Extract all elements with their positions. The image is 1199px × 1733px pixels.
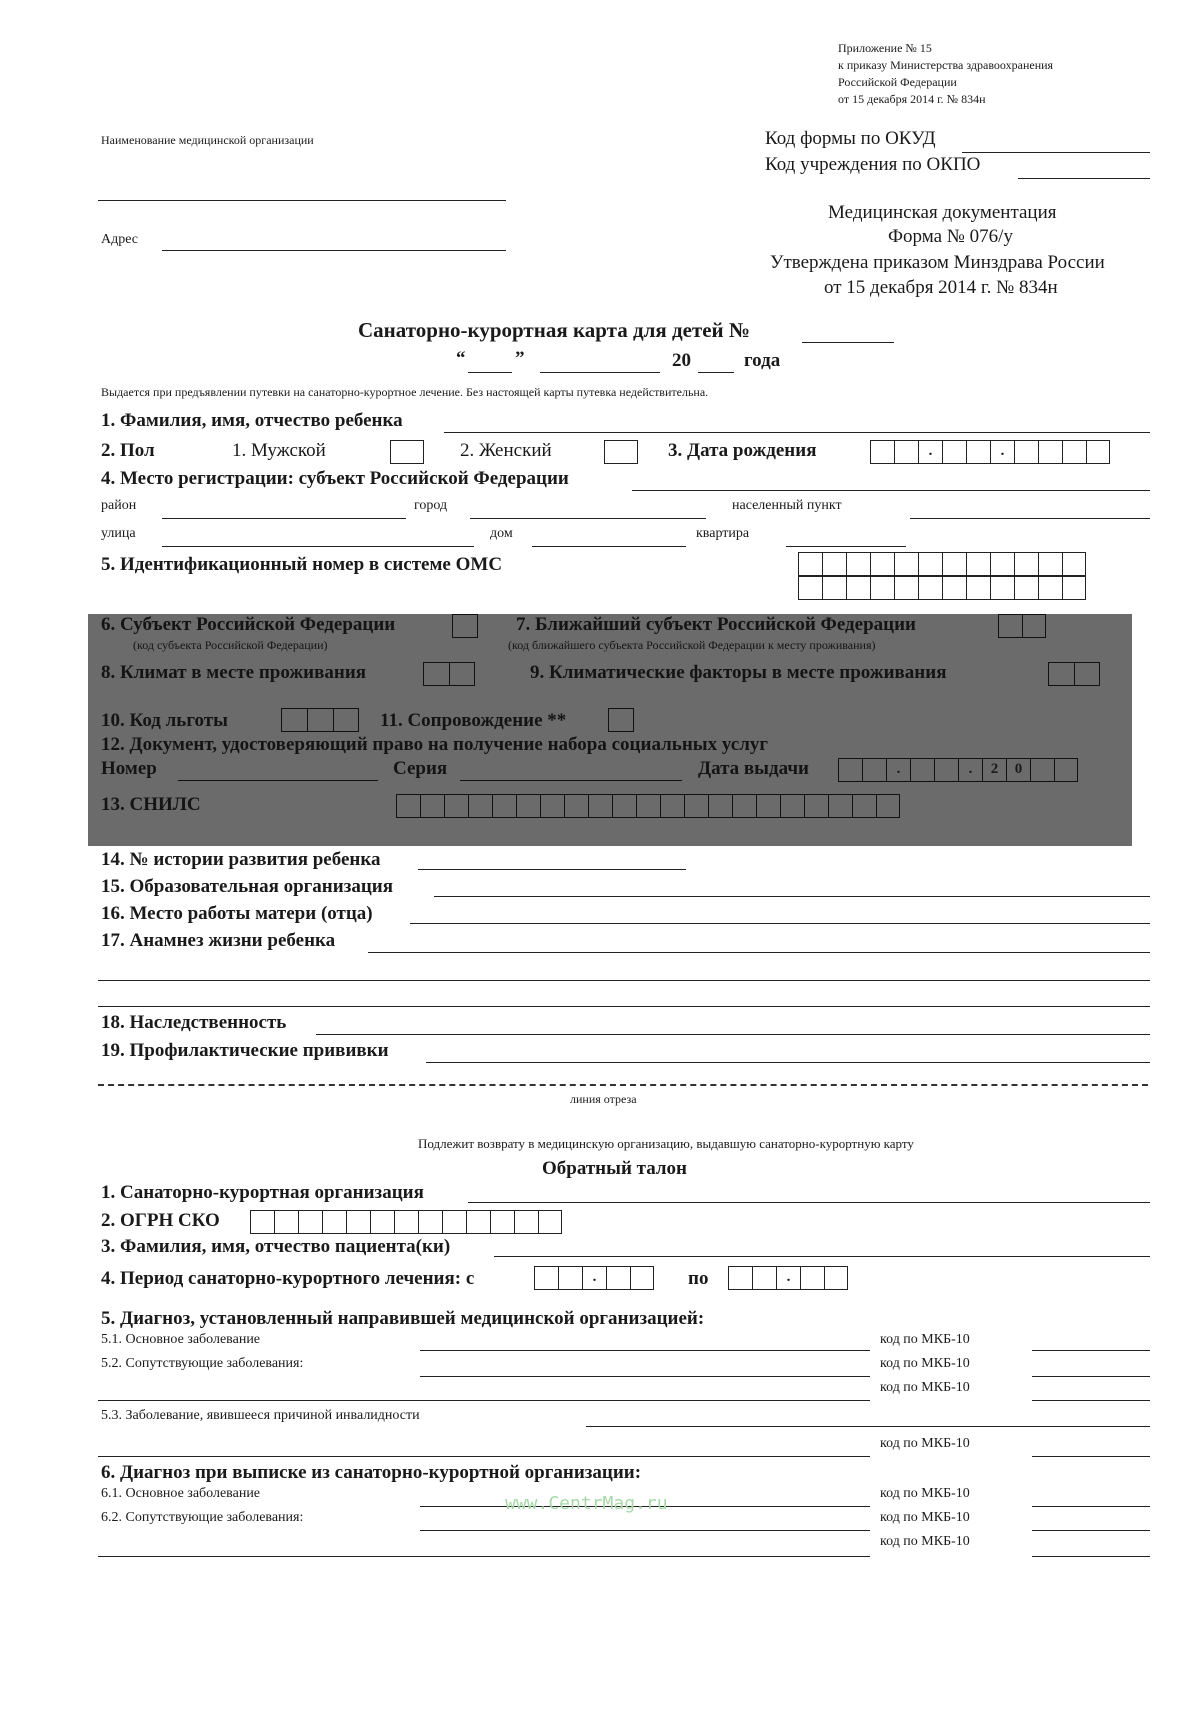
- settlement-label: населенный пункт: [732, 498, 842, 513]
- coupon-2-label: 2. ОГРН СКО: [101, 1210, 220, 1231]
- field-7-sublabel: (код ближайшего субъекта Российской Федерации к месту проживания): [508, 638, 876, 652]
- date-quote-close: ”: [515, 348, 525, 369]
- oms-number-boxes-row2[interactable]: [798, 576, 1086, 600]
- form-number: Форма № 076/у: [888, 226, 1013, 247]
- coupon-5-2-input-line-2[interactable]: [98, 1400, 870, 1401]
- field-4-input[interactable]: [632, 490, 1150, 491]
- apartment-input[interactable]: [786, 546, 906, 547]
- appendix-note: [838, 40, 1053, 108]
- field-17-label: 17. Анамнез жизни ребенка: [101, 930, 336, 951]
- mkb-input-6-2b[interactable]: [1032, 1556, 1150, 1557]
- field-10-label: 10. Код льготы: [101, 710, 228, 731]
- approved-line-2: от 15 декабря 2014 г. № 834н: [824, 277, 1058, 298]
- date-year-suffix: года: [744, 350, 781, 371]
- date-year-prefix: 20: [672, 350, 691, 371]
- address-label: Адрес: [101, 232, 139, 247]
- field-14-label: 14. № истории развития ребенка: [101, 849, 381, 870]
- snils-boxes[interactable]: [396, 794, 900, 818]
- field-13-label: 13. СНИЛС: [101, 794, 201, 815]
- number-input[interactable]: [178, 780, 378, 781]
- coupon-6-label: 6. Диагноз при выписке из санаторно-курортной организации:: [101, 1462, 642, 1483]
- mkb-label-5-1: код по МКБ-10: [880, 1332, 970, 1347]
- street-input[interactable]: [162, 546, 474, 547]
- field-3-label: 3. Дата рождения: [668, 440, 817, 461]
- series-label: Серия: [393, 758, 448, 779]
- coupon-5-2-label: 5.2. Сопутствующие заболевания:: [101, 1356, 304, 1371]
- field-6-sublabel: (код субъекта Российской Федерации): [133, 638, 328, 652]
- mkb-label-5-2b: код по МКБ-10: [880, 1380, 970, 1395]
- field-7-label: 7. Ближайший субъект Российской Федерации: [516, 614, 917, 635]
- city-label: город: [414, 498, 448, 513]
- field-17-input-line-3[interactable]: [98, 1006, 1150, 1007]
- house-label: дом: [490, 526, 513, 541]
- coupon-5-3-input[interactable]: [586, 1426, 1150, 1427]
- coupon-5-3-label: 5.3. Заболевание, явившееся причиной инвалидности: [101, 1408, 420, 1423]
- field-16-input[interactable]: [410, 923, 1150, 924]
- org-name-label: Наименование медицинской организации: [101, 133, 314, 147]
- cut-line: [98, 1084, 1148, 1086]
- period-to-label: по: [688, 1268, 709, 1289]
- issue-date-boxes[interactable]: . . 2 0: [838, 758, 1078, 782]
- okud-label: Код формы по ОКУД: [765, 128, 936, 149]
- org-name-field[interactable]: [98, 200, 506, 201]
- district-input[interactable]: [162, 518, 406, 519]
- field-11-label: 11. Сопровождение **: [380, 710, 567, 731]
- field-1-label: 1. Фамилия, имя, отчество ребенка: [101, 410, 403, 431]
- settlement-input[interactable]: [910, 518, 1150, 519]
- field-17-input[interactable]: [368, 952, 1150, 953]
- field-4-label: 4. Место регистрации: субъект Российской Федерации: [101, 468, 569, 489]
- coupon-6-2-input[interactable]: [420, 1530, 870, 1531]
- gender-female-label: 2. Женский: [460, 440, 552, 461]
- period-to-boxes[interactable]: .: [728, 1266, 848, 1290]
- field-15-input[interactable]: [434, 896, 1150, 897]
- coupon-5-2-input[interactable]: [420, 1376, 870, 1377]
- mkb-input-5-2a[interactable]: [1032, 1376, 1150, 1377]
- mkb-input-6-2a[interactable]: [1032, 1530, 1150, 1531]
- gender-male-label: 1. Мужской: [232, 440, 326, 461]
- return-note: Подлежит возврату в медицинскую организацию, выдавшую санаторно-курортную карту: [418, 1136, 914, 1151]
- doc-type: Медицинская документация: [828, 202, 1057, 223]
- coupon-title: Обратный талон: [542, 1158, 688, 1179]
- oms-number-boxes-row1[interactable]: [798, 552, 1086, 576]
- field-5-label: 5. Идентификационный номер в системе ОМС: [101, 554, 503, 575]
- date-year-field[interactable]: [698, 372, 734, 373]
- okpo-field[interactable]: [1018, 178, 1150, 179]
- appendix-line-4: от 15 декабря 2014 г. № 834н: [838, 92, 986, 106]
- field-18-label: 18. Наследственность: [101, 1012, 287, 1033]
- field-8-boxes[interactable]: [423, 662, 475, 686]
- field-2-label: 2. Пол: [101, 440, 155, 461]
- apartment-label: квартира: [696, 526, 750, 541]
- issue-note: Выдается при предъявлении путевки на санаторно-курортное лечение. Без настоящей карты путевка недействительна.: [101, 385, 709, 399]
- field-6-boxes[interactable]: [452, 614, 478, 638]
- series-input[interactable]: [460, 780, 682, 781]
- field-10-boxes[interactable]: [281, 708, 359, 732]
- coupon-5-3-input-line-2[interactable]: [98, 1456, 870, 1457]
- coupon-1-input[interactable]: [468, 1202, 1150, 1203]
- field-9-boxes[interactable]: [1048, 662, 1100, 686]
- city-input[interactable]: [470, 518, 706, 519]
- house-input[interactable]: [532, 546, 686, 547]
- coupon-6-1-label: 6.1. Основное заболевание: [101, 1486, 261, 1501]
- field-7-boxes[interactable]: [998, 614, 1046, 638]
- card-number-field[interactable]: [802, 342, 894, 343]
- date-month-field[interactable]: [540, 372, 660, 373]
- mkb-label-5-3: код по МКБ-10: [880, 1436, 970, 1451]
- coupon-4-label: 4. Период санаторно-курортного лечения: с: [101, 1268, 475, 1289]
- mkb-label-6-1: код по МКБ-10: [880, 1486, 970, 1501]
- cut-line-label: линия отреза: [570, 1092, 637, 1106]
- benefits-section: [88, 614, 1132, 846]
- field-16-label: 16. Место работы матери (отца): [101, 903, 373, 924]
- field-14-input[interactable]: [418, 869, 686, 870]
- field-12-label: 12. Документ, удостоверяющий право на получение набора социальных услуг: [101, 734, 768, 755]
- date-quote-open: “: [456, 348, 466, 369]
- coupon-1-label: 1. Санаторно-курортная организация: [101, 1182, 424, 1203]
- appendix-line-3: Российской Федерации: [838, 75, 957, 89]
- birth-date-boxes[interactable]: . .: [870, 440, 1110, 464]
- mkb-label-5-2a: код по МКБ-10: [880, 1356, 970, 1371]
- field-6-label: 6. Субъект Российской Федерации: [101, 614, 396, 635]
- field-11-checkbox[interactable]: [608, 708, 634, 732]
- coupon-3-input[interactable]: [494, 1256, 1150, 1257]
- gender-female-checkbox[interactable]: [604, 440, 638, 464]
- appendix-line-2: к приказу Министерства здравоохранения: [838, 58, 1054, 72]
- coupon-6-2-label: 6.2. Сопутствующие заболевания:: [101, 1510, 304, 1525]
- number-label: Номер: [101, 758, 157, 779]
- coupon-5-1-label: 5.1. Основное заболевание: [101, 1332, 261, 1347]
- field-19-label: 19. Профилактические прививки: [101, 1040, 389, 1061]
- watermark: www.CentrMag.ru: [505, 1493, 668, 1514]
- mkb-input-5-3[interactable]: [1032, 1456, 1150, 1457]
- field-19-input[interactable]: [426, 1062, 1150, 1063]
- field-18-input[interactable]: [316, 1034, 1150, 1035]
- address-field[interactable]: [162, 250, 506, 251]
- field-9-label: 9. Климатические факторы в месте проживания: [530, 662, 947, 683]
- mkb-label-6-2b: код по МКБ-10: [880, 1534, 970, 1549]
- field-15-label: 15. Образовательная организация: [101, 876, 394, 897]
- page-title: Санаторно-курортная карта для детей №: [358, 318, 750, 342]
- field-8-label: 8. Климат в месте проживания: [101, 662, 367, 683]
- coupon-6-2-input-line-2[interactable]: [98, 1556, 870, 1557]
- coupon-3-label: 3. Фамилия, имя, отчество пациента(ки): [101, 1236, 451, 1257]
- field-1-input[interactable]: [444, 432, 1150, 433]
- mkb-input-6-1[interactable]: [1032, 1506, 1150, 1507]
- coupon-5-label: 5. Диагноз, установленный направившей медицинской организацией:: [101, 1308, 705, 1329]
- coupon-5-1-input[interactable]: [420, 1350, 870, 1351]
- mkb-input-5-2b[interactable]: [1032, 1400, 1150, 1401]
- appendix-line-1: Приложение № 15: [838, 41, 932, 55]
- okud-field[interactable]: [962, 152, 1150, 153]
- district-label: район: [101, 498, 137, 513]
- mkb-input-5-1[interactable]: [1032, 1350, 1150, 1351]
- issue-date-label: Дата выдачи: [698, 758, 810, 779]
- ogrn-boxes[interactable]: [250, 1210, 562, 1234]
- gender-male-checkbox[interactable]: [390, 440, 424, 464]
- mkb-label-6-2a: код по МКБ-10: [880, 1510, 970, 1525]
- date-day-field[interactable]: [468, 372, 512, 373]
- okpo-label: Код учреждения по ОКПО: [765, 154, 981, 175]
- street-label: улица: [101, 526, 136, 541]
- approved-line-1: Утверждена приказом Минздрава России: [770, 252, 1105, 273]
- period-from-boxes[interactable]: .: [534, 1266, 654, 1290]
- field-17-input-line-2[interactable]: [98, 980, 1150, 981]
